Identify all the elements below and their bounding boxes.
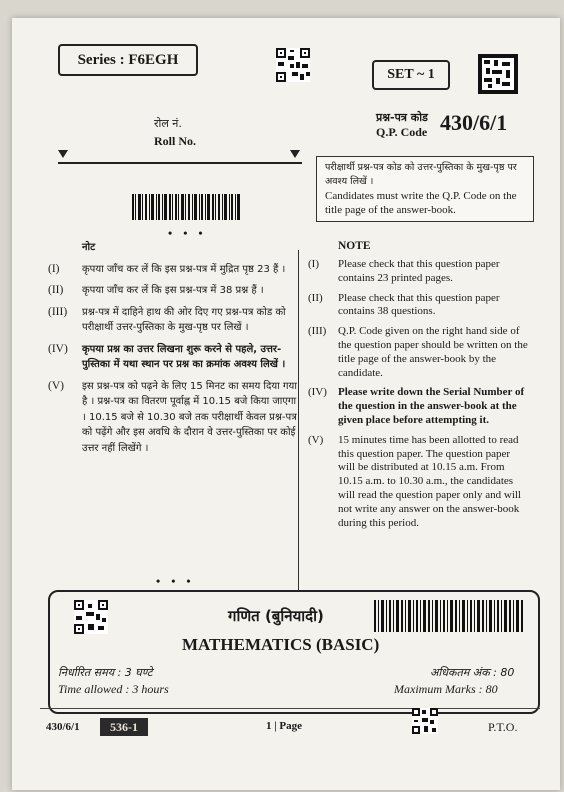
series-box: Series : F6EGH (58, 44, 198, 76)
notes-english-column (308, 240, 528, 536)
note-text: Please check that this question paper contains 23 printed pages. (338, 258, 500, 284)
note-text: Q.P. Code given on the right hand side of the question paper should be written on the title page of the answer-book by the candidate. (338, 325, 528, 379)
note-number: (IV) (308, 386, 327, 399)
subject-title-hindi: गणित (बुनियादी) (228, 607, 324, 625)
note-text: Please check that this question paper contains 38 questions. (338, 291, 500, 318)
note-item-hindi (48, 342, 298, 373)
qr-code-top-center-icon (276, 48, 310, 82)
ornament-dots-top: • • • (168, 226, 207, 240)
column-divider (298, 250, 299, 590)
notes-hindi-column (48, 240, 298, 462)
time-allowed: Time allowed : 3 hours (58, 682, 169, 696)
maximum-marks: Maximum Marks : 80 (394, 682, 498, 696)
note-item-hindi (48, 262, 298, 278)
note-item-hindi (48, 379, 298, 457)
note-item-english (308, 292, 528, 320)
page-number: 1 | Page (266, 720, 303, 732)
ornament-dots-bottom: • • • (156, 574, 195, 588)
roll-number-label-hindi: रोल नं. (154, 117, 182, 130)
time-allowed-hindi: निर्धारित समय : 3 घण्टे (58, 666, 153, 679)
footer-rule (40, 708, 540, 709)
candidate-instruction-hindi: परीक्षार्थी प्रश्न-पत्र कोड को उत्तर-पुस्तिका के मुख-पृष्ठ पर अवश्य लिखें । (325, 162, 517, 187)
note-item-hindi (48, 305, 298, 336)
note-number: (II) (48, 284, 64, 296)
subject-title: MATHEMATICS (BASIC) (182, 635, 380, 654)
qp-code-value: 430/6/1 (440, 110, 508, 135)
barcode-subject-icon (374, 600, 524, 632)
barcode-top-icon (132, 194, 240, 220)
question-paper-page (12, 18, 560, 790)
notes-heading-english: NOTE (338, 240, 371, 252)
note-number: (III) (48, 305, 68, 318)
set-box: SET ~ 1 (372, 60, 450, 90)
candidate-instruction-box (316, 156, 534, 222)
note-text: कृपया जाँच कर लें कि इस प्रश्न-पत्र में मुद्रित पृष्ठ 23 हैं । (82, 263, 286, 275)
maximum-marks-hindi: अधिकतम अंक : 80 (430, 666, 515, 679)
note-item-english (308, 386, 528, 427)
note-item-english (308, 258, 528, 286)
note-number: (III) (308, 325, 327, 338)
qp-code-label-hindi: प्रश्न-पत्र कोड (376, 111, 428, 124)
qr-code-footer-icon (412, 708, 438, 734)
note-item-hindi (48, 283, 298, 299)
notes-heading-hindi: नोट (82, 242, 96, 253)
qr-code-top-right-icon (478, 54, 518, 94)
note-text: कृपया प्रश्न का उत्तर लिखना शुरू करने से पहले, उत्तर-पुस्तिका में यथा स्थान पर प्रश्न का क्रमांक अवश्य लिखें । (82, 343, 286, 370)
note-text: Please write down the Serial Number of the question in the answer-book at the given place before attempting it. (338, 386, 525, 426)
note-text: इस प्रश्न-पत्र को पढ़ने के लिए 15 मिनट का समय दिया गया है । प्रश्न-पत्र का वितरण पूर्वाह्न में 10.15 बजे किया जाएगा । 10.15 बजे से 10.30 बजे तक परीक्षार्थी केवल प्रश्न-पत्र को पढ़ेंगे और इस अवधि के दौरान वे उत्तर-पुस्तिका पर कोई उत्तर नहीं लिखेंगे । (82, 380, 297, 454)
note-number: (V) (308, 433, 324, 446)
note-number: (I) (308, 258, 319, 270)
candidate-instruction-english: Candidates must write the Q.P. Code on the title page of the answer-book. (325, 190, 517, 216)
note-item-english (308, 325, 528, 380)
footer-stamp: 536-1 (100, 718, 148, 736)
footer-qp-code: 430/6/1 (46, 721, 80, 733)
note-number: (V) (48, 379, 64, 392)
note-number: (IV) (48, 342, 68, 355)
note-text: 15 minutes time has been allotted to read this question paper. The question paper will be distributed at 10.15 a.m. From 10.15 a.m. to 10.30 a.m., the candidates will read the question paper only and will not write any answer on the answer-book during this period. (338, 433, 521, 529)
note-number: (II) (308, 291, 323, 304)
qr-code-subject-icon (74, 600, 108, 634)
roll-number-label: Roll No. (154, 134, 196, 148)
please-turn-over: P.T.O. (488, 720, 518, 734)
note-number: (I) (48, 262, 60, 275)
note-text: कृपया जाँच कर लें कि इस प्रश्न-पत्र में 38 प्रश्न हैं । (82, 285, 264, 296)
note-item-english (308, 434, 528, 531)
roll-number-entry-line[interactable] (58, 150, 302, 164)
qp-code-label: Q.P. Code (376, 125, 428, 139)
note-text: प्रश्न-पत्र में दाहिने हाथ की ओर दिए गए प्रश्न-पत्र कोड को परीक्षार्थी उत्तर-पुस्तिका के मुख-पृष्ठ पर लिखें । (82, 306, 286, 333)
